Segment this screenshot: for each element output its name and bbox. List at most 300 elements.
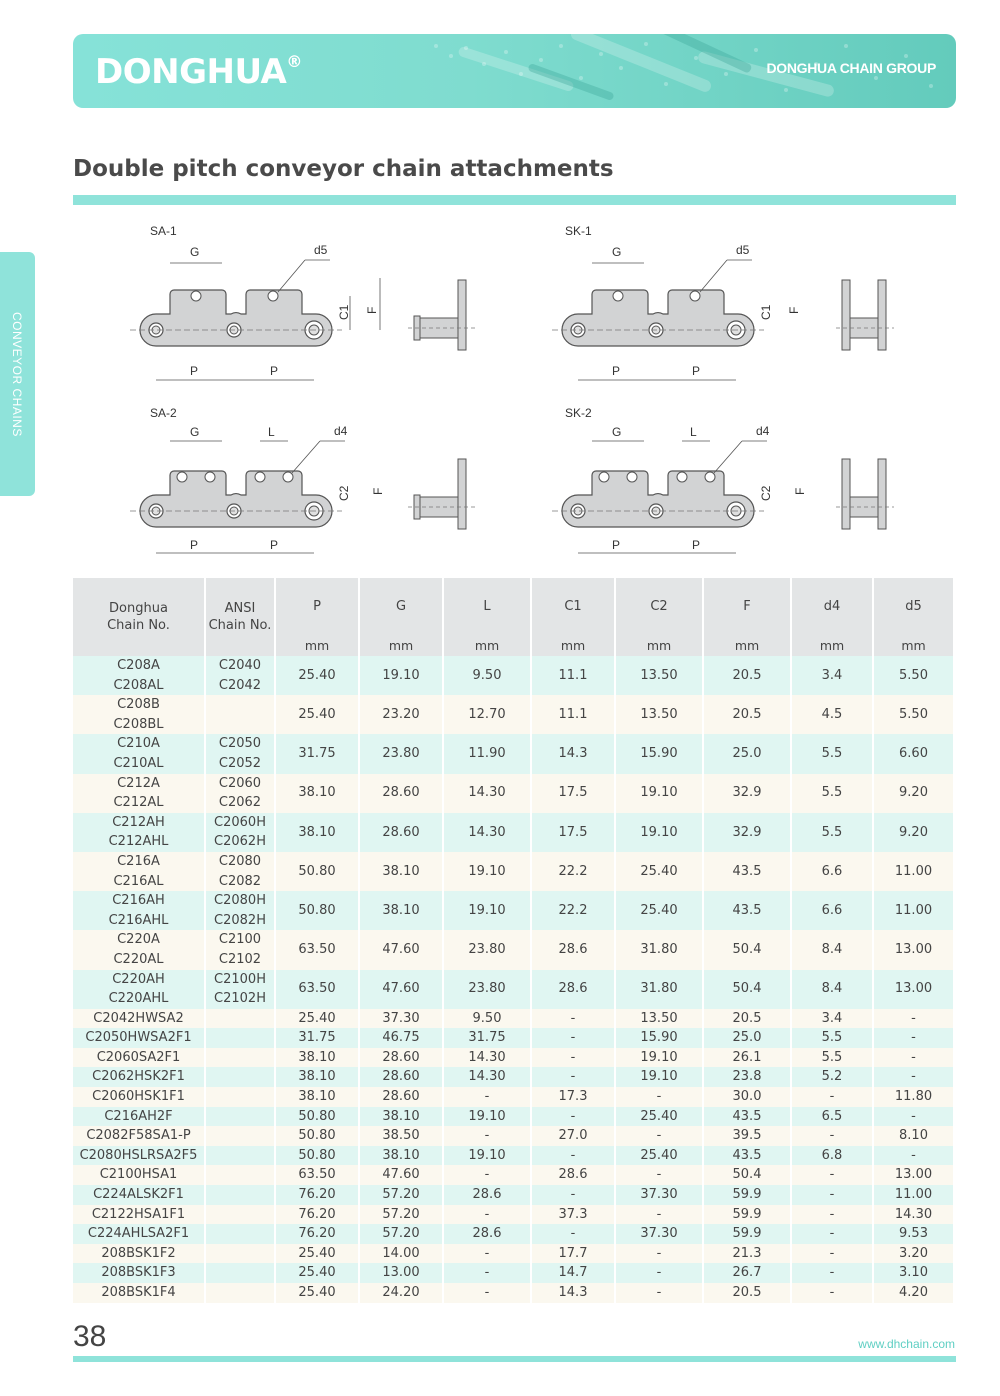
value-cell: 43.5 xyxy=(703,852,791,891)
value-cell: - xyxy=(873,1028,954,1048)
value-cell: 14.30 xyxy=(443,1067,531,1087)
ansi-no: C2100H xyxy=(214,971,266,987)
value-cell: 43.5 xyxy=(703,1146,791,1166)
chain-no-cell: C2062HSK2F1 xyxy=(73,1067,205,1087)
chain-no: C216AHL xyxy=(108,912,169,928)
value-cell: 19.10 xyxy=(615,1067,703,1087)
value-cell: - xyxy=(615,1283,703,1303)
ansi-no: C2052 xyxy=(218,755,262,771)
table-row xyxy=(73,1283,954,1303)
value-cell: 21.3 xyxy=(703,1244,791,1264)
value-cell: 38.10 xyxy=(359,891,443,930)
value-cell: 31.75 xyxy=(275,1028,359,1048)
value-cell: - xyxy=(443,1263,531,1283)
header-chain-no: Donghua Chain No. xyxy=(73,578,205,656)
ansi-no-cell xyxy=(205,1146,275,1166)
value-cell: 23.20 xyxy=(359,695,443,734)
table-row xyxy=(73,1205,954,1225)
value-cell: 4.20 xyxy=(873,1283,954,1303)
ansi-no-cell xyxy=(205,1067,275,1087)
ansi-no: C2100 xyxy=(218,932,262,948)
chain-no-cell: C2060HSK1F1 xyxy=(73,1087,205,1107)
ansi-no: C2080 xyxy=(218,853,262,869)
value-cell: 28.60 xyxy=(359,774,443,813)
footer-divider xyxy=(73,1356,956,1362)
value-cell: - xyxy=(791,1205,873,1225)
value-cell: - xyxy=(873,1067,954,1087)
value-cell: 15.90 xyxy=(615,1028,703,1048)
header-f: F xyxy=(703,578,791,634)
dim-g: G xyxy=(190,245,200,259)
dim-p: P xyxy=(612,364,621,378)
value-cell: 19.10 xyxy=(443,852,531,891)
table-row xyxy=(73,1165,954,1185)
value-cell: 38.10 xyxy=(359,1107,443,1127)
dim-f: F xyxy=(787,306,801,314)
value-cell: 13.50 xyxy=(615,695,703,734)
chain-no: C212AH xyxy=(112,814,165,830)
value-cell: 5.5 xyxy=(791,1048,873,1068)
ansi-no-cell xyxy=(205,695,275,734)
value-cell: - xyxy=(531,1028,615,1048)
label-sa1: SA-1 xyxy=(150,224,177,238)
value-cell: - xyxy=(531,1185,615,1205)
value-cell: 25.40 xyxy=(615,891,703,930)
ansi-no: C2082H xyxy=(214,912,266,928)
value-cell: 15.90 xyxy=(615,734,703,773)
value-cell: - xyxy=(791,1126,873,1146)
value-cell: 13.50 xyxy=(615,656,703,695)
attachment-diagrams xyxy=(120,215,920,585)
value-cell: 28.6 xyxy=(443,1185,531,1205)
value-cell: 25.40 xyxy=(615,852,703,891)
value-cell: 37.30 xyxy=(615,1224,703,1244)
dim-f: F xyxy=(365,306,379,314)
value-cell: 37.3 xyxy=(531,1205,615,1225)
value-cell: - xyxy=(443,1205,531,1225)
chain-no: C212AL xyxy=(113,795,164,811)
chain-no: C212A xyxy=(117,775,160,791)
chain-no-cell: C224AHLSA2F1 xyxy=(73,1224,205,1244)
value-cell: 47.60 xyxy=(359,930,443,969)
value-cell: - xyxy=(791,1263,873,1283)
dim-f: F xyxy=(371,487,385,495)
value-cell: 31.80 xyxy=(615,970,703,1009)
ansi-no-cell xyxy=(205,1126,275,1146)
dim-g: G xyxy=(612,245,622,259)
brand-logo: DONGHUA® xyxy=(95,51,302,92)
chain-no: C208AL xyxy=(113,677,164,693)
chain-no-cell: C2100HSA1 xyxy=(73,1165,205,1185)
side-tab-label: CONVEYOR CHAINS xyxy=(10,312,24,437)
value-cell: 37.30 xyxy=(359,1009,443,1029)
value-cell: 38.10 xyxy=(275,813,359,852)
value-cell: 43.5 xyxy=(703,1107,791,1127)
value-cell: 25.40 xyxy=(615,1107,703,1127)
table-row xyxy=(73,1146,954,1166)
value-cell: 63.50 xyxy=(275,1165,359,1185)
table-row xyxy=(73,1185,954,1205)
value-cell: 25.0 xyxy=(703,1028,791,1048)
ansi-no-cell xyxy=(205,774,275,813)
chain-no-cell xyxy=(73,930,205,969)
value-cell: 50.80 xyxy=(275,1146,359,1166)
table-row xyxy=(73,852,954,891)
value-cell: 14.00 xyxy=(359,1244,443,1264)
dim-l: L xyxy=(690,425,697,439)
value-cell: - xyxy=(873,1107,954,1127)
chain-no: C208BL xyxy=(113,716,164,732)
value-cell: 5.50 xyxy=(873,656,954,695)
value-cell: 50.80 xyxy=(275,852,359,891)
value-cell: 59.9 xyxy=(703,1224,791,1244)
ansi-no-cell xyxy=(205,930,275,969)
group-name: DONGHUA CHAIN GROUP xyxy=(766,60,936,76)
value-cell: - xyxy=(615,1263,703,1283)
ansi-no-cell xyxy=(205,1185,275,1205)
value-cell: 19.10 xyxy=(615,1048,703,1068)
value-cell: 23.80 xyxy=(443,970,531,1009)
value-cell: 17.5 xyxy=(531,774,615,813)
chain-no: C220AHL xyxy=(108,991,169,1007)
chain-no-cell xyxy=(73,656,205,695)
website-link[interactable]: www.dhchain.com xyxy=(858,1337,955,1351)
value-cell: 57.20 xyxy=(359,1205,443,1225)
value-cell: 14.30 xyxy=(873,1205,954,1225)
header-l: L xyxy=(443,578,531,634)
table-row xyxy=(73,1244,954,1264)
value-cell: 76.20 xyxy=(275,1205,359,1225)
value-cell: 5.5 xyxy=(791,813,873,852)
value-cell: 8.4 xyxy=(791,930,873,969)
value-cell: 3.20 xyxy=(873,1244,954,1264)
value-cell: - xyxy=(531,1146,615,1166)
value-cell: 13.00 xyxy=(873,970,954,1009)
value-cell: 20.5 xyxy=(703,1283,791,1303)
value-cell: 38.10 xyxy=(275,774,359,813)
value-cell: - xyxy=(791,1224,873,1244)
value-cell: 8.4 xyxy=(791,970,873,1009)
value-cell: - xyxy=(791,1185,873,1205)
value-cell: 5.5 xyxy=(791,734,873,773)
value-cell: 23.80 xyxy=(443,930,531,969)
chain-no-cell: C2050HWSA2F1 xyxy=(73,1028,205,1048)
side-tab xyxy=(0,252,35,496)
ansi-no-cell xyxy=(205,1283,275,1303)
value-cell: 11.00 xyxy=(873,852,954,891)
value-cell: 22.2 xyxy=(531,891,615,930)
ansi-no-cell xyxy=(205,1165,275,1185)
ansi-no-cell xyxy=(205,813,275,852)
value-cell: 28.60 xyxy=(359,1087,443,1107)
value-cell: 25.40 xyxy=(275,1283,359,1303)
chain-no: C216A xyxy=(117,853,160,869)
ansi-no: C2060 xyxy=(218,775,262,791)
dim-c1: C1 xyxy=(759,304,773,320)
value-cell: 32.9 xyxy=(703,813,791,852)
value-cell: 24.20 xyxy=(359,1283,443,1303)
unit-cell: mm xyxy=(791,634,873,656)
chain-no-cell xyxy=(73,852,205,891)
dim-p: P xyxy=(270,364,279,378)
ansi-no xyxy=(206,715,274,735)
header-d4: d4 xyxy=(791,578,873,634)
value-cell: 32.9 xyxy=(703,774,791,813)
unit-cell: mm xyxy=(275,634,359,656)
table-row xyxy=(73,1224,954,1244)
chain-no-cell: 208BSK1F3 xyxy=(73,1263,205,1283)
table-row xyxy=(73,695,954,734)
ansi-no-cell xyxy=(205,1028,275,1048)
value-cell: - xyxy=(615,1126,703,1146)
value-cell: 5.5 xyxy=(791,1028,873,1048)
table-row xyxy=(73,1048,954,1068)
dim-f: F xyxy=(793,487,807,495)
value-cell: - xyxy=(615,1165,703,1185)
value-cell: 13.00 xyxy=(873,1165,954,1185)
value-cell: 23.80 xyxy=(359,734,443,773)
value-cell: 17.3 xyxy=(531,1087,615,1107)
page-title: Double pitch conveyor chain attachments xyxy=(73,156,614,182)
value-cell: 76.20 xyxy=(275,1185,359,1205)
header-c1: C1 xyxy=(531,578,615,634)
dim-d4: d4 xyxy=(756,424,770,438)
value-cell: 31.75 xyxy=(275,734,359,773)
value-cell: 4.5 xyxy=(791,695,873,734)
value-cell: - xyxy=(615,1087,703,1107)
value-cell: 14.30 xyxy=(443,813,531,852)
chain-no-cell xyxy=(73,695,205,734)
value-cell: 38.10 xyxy=(275,1048,359,1068)
value-cell: 13.00 xyxy=(359,1263,443,1283)
table-row xyxy=(73,813,954,852)
table-row xyxy=(73,774,954,813)
value-cell: 38.10 xyxy=(359,852,443,891)
value-cell: - xyxy=(443,1087,531,1107)
dim-p: P xyxy=(612,538,621,552)
value-cell: 6.8 xyxy=(791,1146,873,1166)
value-cell: 26.1 xyxy=(703,1048,791,1068)
chain-no-cell xyxy=(73,970,205,1009)
value-cell: 9.53 xyxy=(873,1224,954,1244)
value-cell: 11.80 xyxy=(873,1087,954,1107)
chain-no: C210AL xyxy=(113,755,164,771)
value-cell: 3.10 xyxy=(873,1263,954,1283)
value-cell: 19.10 xyxy=(443,1107,531,1127)
value-cell: - xyxy=(531,1067,615,1087)
value-cell: 28.60 xyxy=(359,1067,443,1087)
value-cell: 50.4 xyxy=(703,970,791,1009)
value-cell: 13.00 xyxy=(873,930,954,969)
table-row xyxy=(73,891,954,930)
value-cell: - xyxy=(791,1244,873,1264)
value-cell: - xyxy=(443,1165,531,1185)
value-cell: 25.40 xyxy=(275,1244,359,1264)
header-g: G xyxy=(359,578,443,634)
chain-no-cell xyxy=(73,774,205,813)
ansi-no-cell xyxy=(205,1224,275,1244)
unit-cell: mm xyxy=(703,634,791,656)
value-cell: 57.20 xyxy=(359,1185,443,1205)
value-cell: 25.40 xyxy=(275,1009,359,1029)
value-cell: 14.7 xyxy=(531,1263,615,1283)
value-cell: 46.75 xyxy=(359,1028,443,1048)
header-p: P xyxy=(275,578,359,634)
ansi-no-cell xyxy=(205,1009,275,1029)
value-cell: 14.30 xyxy=(443,1048,531,1068)
ansi-no: C2062 xyxy=(218,795,262,811)
value-cell: 6.6 xyxy=(791,852,873,891)
table-row xyxy=(73,1067,954,1087)
value-cell: 38.10 xyxy=(275,1087,359,1107)
ansi-no: C2102H xyxy=(214,991,266,1007)
header-banner xyxy=(73,34,956,108)
value-cell: 19.10 xyxy=(443,891,531,930)
value-cell: - xyxy=(873,1048,954,1068)
table-row xyxy=(73,1028,954,1048)
value-cell: - xyxy=(531,1048,615,1068)
chain-no: C208A xyxy=(117,658,160,673)
chain-no-cell: 208BSK1F4 xyxy=(73,1283,205,1303)
dim-c2: C2 xyxy=(759,485,773,501)
dim-p: P xyxy=(692,538,701,552)
value-cell: 28.6 xyxy=(531,1165,615,1185)
ansi-no-cell xyxy=(205,1205,275,1225)
value-cell: 28.6 xyxy=(443,1224,531,1244)
chain-no-cell: C224ALSK2F1 xyxy=(73,1185,205,1205)
chain-no-cell: C2042HWSA2 xyxy=(73,1009,205,1029)
unit-cell: mm xyxy=(531,634,615,656)
value-cell: 20.5 xyxy=(703,695,791,734)
chain-no: C210A xyxy=(117,736,160,752)
ansi-no-cell xyxy=(205,656,275,695)
chain-no-cell: C2060SA2F1 xyxy=(73,1048,205,1068)
value-cell: 38.10 xyxy=(275,1067,359,1087)
dim-c1: C1 xyxy=(337,304,351,320)
table-row xyxy=(73,1009,954,1029)
ansi-no-cell xyxy=(205,734,275,773)
unit-cell: mm xyxy=(359,634,443,656)
value-cell: - xyxy=(873,1009,954,1029)
value-cell: 25.0 xyxy=(703,734,791,773)
value-cell: - xyxy=(443,1283,531,1303)
chain-no: C216AH xyxy=(112,893,165,909)
value-cell: 28.6 xyxy=(531,930,615,969)
table-row xyxy=(73,1126,954,1146)
value-cell: 28.60 xyxy=(359,1048,443,1068)
chain-no-cell: C2082F58SA1-P xyxy=(73,1126,205,1146)
chain-no: C220A xyxy=(117,932,160,948)
value-cell: 11.90 xyxy=(443,734,531,773)
dim-d5: d5 xyxy=(736,243,750,257)
value-cell: 27.0 xyxy=(531,1126,615,1146)
label-sa2: SA-2 xyxy=(150,406,177,420)
value-cell: 30.0 xyxy=(703,1087,791,1107)
ansi-no-cell xyxy=(205,1244,275,1264)
value-cell: 19.10 xyxy=(615,774,703,813)
chain-no: C220AH xyxy=(112,971,165,987)
value-cell: 50.4 xyxy=(703,930,791,969)
value-cell: 19.10 xyxy=(443,1146,531,1166)
value-cell: - xyxy=(873,1146,954,1166)
value-cell: - xyxy=(443,1244,531,1264)
dim-p: P xyxy=(190,364,199,378)
value-cell: 50.80 xyxy=(275,1126,359,1146)
value-cell: 6.60 xyxy=(873,734,954,773)
value-cell: 25.40 xyxy=(275,695,359,734)
value-cell: 11.00 xyxy=(873,1185,954,1205)
header-ansi-no: ANSI Chain No. xyxy=(205,578,275,656)
unit-cell: mm xyxy=(443,634,531,656)
title-divider xyxy=(73,195,956,205)
value-cell: 9.20 xyxy=(873,813,954,852)
ansi-no-cell xyxy=(205,1107,275,1127)
value-cell: 26.7 xyxy=(703,1263,791,1283)
chain-no-cell: C2080HSLRSA2F5 xyxy=(73,1146,205,1166)
value-cell: 23.8 xyxy=(703,1067,791,1087)
value-cell: 6.5 xyxy=(791,1107,873,1127)
ansi-no: C2040 xyxy=(218,658,262,673)
label-sk1: SK-1 xyxy=(565,224,592,238)
value-cell: - xyxy=(791,1087,873,1107)
value-cell: 47.60 xyxy=(359,1165,443,1185)
value-cell: 17.5 xyxy=(531,813,615,852)
chain-no-cell xyxy=(73,734,205,773)
value-cell: 50.4 xyxy=(703,1165,791,1185)
value-cell: 31.80 xyxy=(615,930,703,969)
dim-g: G xyxy=(190,425,200,439)
value-cell: 47.60 xyxy=(359,970,443,1009)
ansi-no-cell xyxy=(205,891,275,930)
dim-c2: C2 xyxy=(337,485,351,501)
spec-table xyxy=(73,578,955,1303)
value-cell: - xyxy=(615,1244,703,1264)
dim-d5: d5 xyxy=(314,243,328,257)
chain-no: C212AHL xyxy=(108,834,169,850)
table-row xyxy=(73,656,954,695)
value-cell: - xyxy=(531,1224,615,1244)
value-cell: - xyxy=(791,1283,873,1303)
value-cell: 3.4 xyxy=(791,1009,873,1029)
value-cell: - xyxy=(531,1009,615,1029)
dim-d4: d4 xyxy=(334,424,348,438)
ansi-no: C2062H xyxy=(214,834,266,850)
table-row xyxy=(73,1263,954,1283)
value-cell: 31.75 xyxy=(443,1028,531,1048)
value-cell: 76.20 xyxy=(275,1224,359,1244)
value-cell: 5.2 xyxy=(791,1067,873,1087)
dim-p: P xyxy=(270,538,279,552)
dim-g: G xyxy=(612,425,622,439)
ansi-no-cell xyxy=(205,1263,275,1283)
label-sk2: SK-2 xyxy=(565,406,592,420)
chain-no-cell: C216AH2F xyxy=(73,1107,205,1127)
value-cell: 6.6 xyxy=(791,891,873,930)
ansi-no xyxy=(206,695,274,715)
value-cell: 9.50 xyxy=(443,656,531,695)
ansi-no-cell xyxy=(205,1048,275,1068)
value-cell: 19.10 xyxy=(615,813,703,852)
value-cell: 57.20 xyxy=(359,1224,443,1244)
value-cell: 38.50 xyxy=(359,1126,443,1146)
dim-p: P xyxy=(190,538,199,552)
value-cell: 12.70 xyxy=(443,695,531,734)
chain-no-cell: 208BSK1F2 xyxy=(73,1244,205,1264)
dim-l: L xyxy=(268,425,275,439)
ansi-no: C2082 xyxy=(218,873,262,889)
ansi-no: C2080H xyxy=(214,893,266,909)
value-cell: 43.5 xyxy=(703,891,791,930)
